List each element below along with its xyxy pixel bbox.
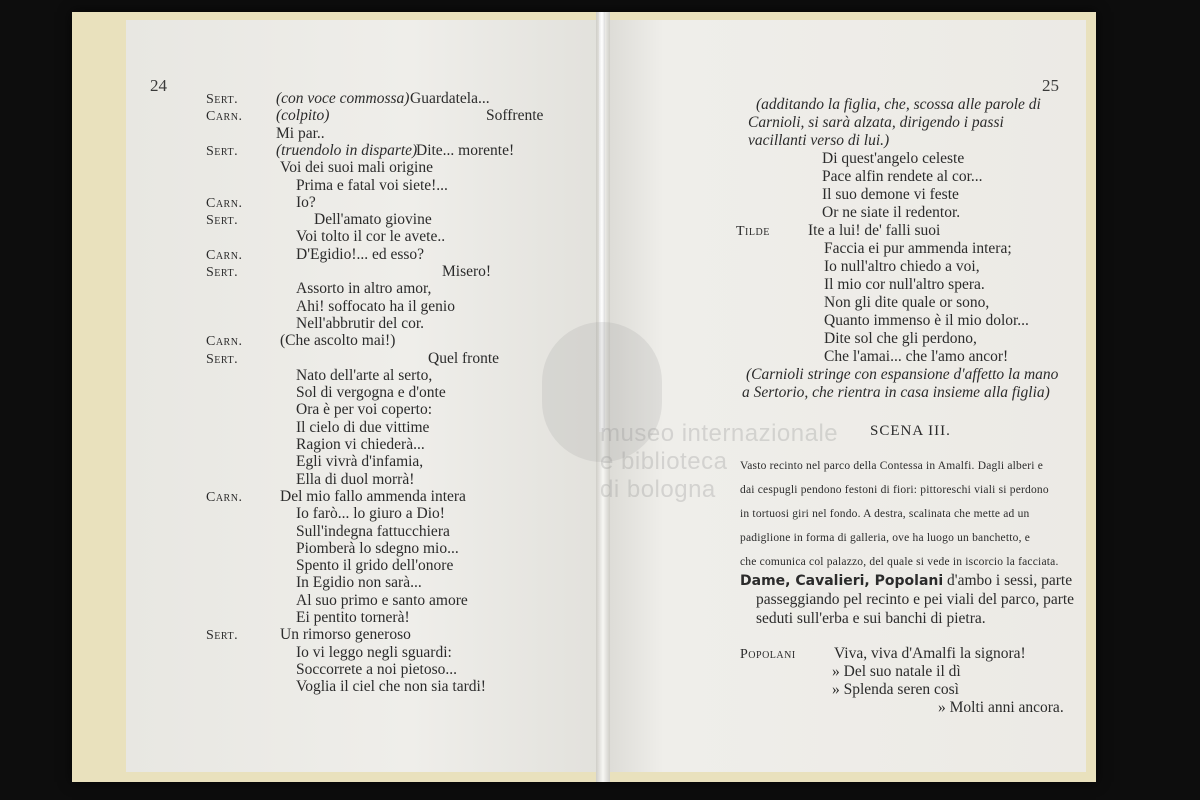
verse-line: Viva, viva d'Amalfi la signora! xyxy=(834,645,1026,662)
verse-line: Del mio fallo ammenda intera xyxy=(280,487,466,505)
verse-line-continuation: Dite... morente! xyxy=(416,141,515,159)
verse-line: Piomberà lo sdegno mio... xyxy=(296,539,459,557)
page-number-right: 25 xyxy=(1042,76,1059,95)
verse-line-continuation: Soffrente xyxy=(486,107,544,125)
verse-line: Mi par.. xyxy=(276,124,325,142)
speaker-label: Carn. xyxy=(206,195,243,211)
verse-line: Ahi! soffocato ha il genio xyxy=(296,297,455,315)
verse-line: Voi tolto il cor le avete.. xyxy=(296,228,446,246)
speaker-label: Sert. xyxy=(206,265,239,280)
speaker-label: Sert. xyxy=(206,143,239,159)
verse-line: Dell'amato giovine xyxy=(314,211,432,229)
speaker-popolani: Popolani xyxy=(740,647,796,662)
verse-line: Nell'abbrutir del cor. xyxy=(296,314,425,332)
open-book xyxy=(72,12,1096,782)
verse-line: Ragion vi chiederà... xyxy=(296,436,425,453)
speaker-label: Carn. xyxy=(206,109,243,125)
verse-line: D'Egidio!... ed esso? xyxy=(296,245,425,263)
speaker-label: Sert. xyxy=(206,92,239,107)
verse-line: Assorto in altro amor, xyxy=(296,280,432,298)
speaker-label: Sert. xyxy=(206,628,239,644)
speaker-label: Sert. xyxy=(206,213,239,229)
verse-line: Non gli dite quale or sono, xyxy=(824,294,990,311)
verse-line: Quanto immenso è il mio dolor... xyxy=(824,312,1029,329)
speaker-label: Carn. xyxy=(206,247,243,263)
verse-line: Prima e fatal voi siete!... xyxy=(296,176,448,194)
speaker-tilde: Tilde xyxy=(736,224,770,239)
verse-line: Dite sol che gli perdono, xyxy=(824,330,977,347)
characters-line xyxy=(740,572,1072,590)
verse-line: Ora è per voi coperto: xyxy=(296,401,432,419)
speaker-label: Sert. xyxy=(206,351,239,367)
speaker-label: Carn. xyxy=(206,489,243,505)
verse-line: (con voce commossa) xyxy=(276,90,410,107)
characters-line: seduti sull'erba e sui banchi di pietra. xyxy=(756,610,986,627)
scene-description-line: padiglione in forma di galleria, ove ha luogo un banchetto, e xyxy=(740,532,1031,544)
verse-line: Soccorrete a noi pietoso... xyxy=(296,660,457,678)
verse-line: Io null'altro chiedo a voi, xyxy=(824,258,980,275)
watermark-line: museo internazionale xyxy=(600,420,839,447)
verse-line: Che l'amai... che l'amo ancor! xyxy=(824,348,1009,365)
verse-line: Pace alfin rendete al cor... xyxy=(822,168,983,185)
verse-line: Egli vivrà d'infamia, xyxy=(296,453,424,471)
verse-line: Al suo primo e santo amore xyxy=(296,591,468,609)
characters-line: passeggiando pel recinto e pei viali del parco, parte xyxy=(756,591,1075,608)
watermark-line: di bologna xyxy=(600,476,716,503)
characters-rest: d'ambo i sessi, parte xyxy=(943,572,1073,589)
verse-line: (Che ascolto mai!) xyxy=(280,332,396,350)
scene-description-line: Vasto recinto nel parco della Contessa in Amalfi. Dagli alberi e xyxy=(740,460,1044,472)
verse-line: Io? xyxy=(296,193,316,211)
verse-line: Io farò... lo giuro a Dio! xyxy=(296,505,445,523)
verse-line: Ite a lui! de' falli suoi xyxy=(808,222,941,239)
verse-line: Misero! xyxy=(442,263,492,280)
watermark xyxy=(502,302,839,503)
verse-line: » Del suo natale il dì xyxy=(832,663,961,680)
verse-line: Or ne siate il redentor. xyxy=(822,204,961,221)
verse-line: Spento il grido dell'onore xyxy=(296,557,454,575)
scene-heading: SCENA III. xyxy=(870,423,951,439)
stage-direction-line: vacillanti verso di lui.) xyxy=(748,132,890,149)
verse-line: Sull'indegna fattucchiera xyxy=(296,522,450,540)
verse-line: » Molti anni ancora. xyxy=(938,699,1064,716)
verse-line: Nato dell'arte al serto, xyxy=(296,366,433,384)
verse-line: Ella di duol morrà! xyxy=(296,470,415,488)
scene-description-line: che comunica col palazzo, del quale si vede in iscorcio la facciata. xyxy=(740,556,1059,568)
watermark-line: e biblioteca xyxy=(600,448,728,475)
characters-bold: Dame, Cavalieri, Popolani xyxy=(740,573,944,589)
verse-line-continuation: Guardatela... xyxy=(410,90,490,107)
stage-direction-line: a Sertorio, che rientra in casa insieme alla figlia) xyxy=(742,384,1050,401)
verse-line: » Splenda seren così xyxy=(832,681,959,698)
stage-direction-line: Carnioli, si sarà alzata, dirigendo i passi xyxy=(748,114,1004,131)
verse-line: Di quest'angelo celeste xyxy=(822,150,965,167)
verse-line: Io vi leggo negli sguardi: xyxy=(296,643,452,661)
verse-line: Il cielo di due vittime xyxy=(296,418,430,436)
verse-line: Voglia il ciel che non sia tardi! xyxy=(296,678,486,696)
verse-line: Quel fronte xyxy=(428,349,500,367)
verse-line: In Egidio non sarà... xyxy=(296,574,422,592)
verse-line: Sol di vergogna e d'onte xyxy=(296,384,446,402)
page-number-left: 24 xyxy=(150,76,167,95)
verse-line: Voi dei suoi mali origine xyxy=(280,159,433,177)
verse-line: (truendolo in disparte) xyxy=(276,141,418,159)
verse-line: Il suo demone vi feste xyxy=(822,186,959,203)
scene-description-line: dai cespugli pendono festoni di fiori: pittoreschi viali si perdono xyxy=(740,484,1049,496)
stage-direction-line: (additando la figlia, che, scossa alle parole di xyxy=(756,96,1041,113)
verse-line: Faccia ei pur ammenda intera; xyxy=(824,240,1012,257)
verse-line: Il mio cor null'altro spera. xyxy=(824,276,985,293)
speaker-label: Carn. xyxy=(206,334,243,350)
scene-description-line: in tortuosi giri nel fondo. A destra, scalinata che mette ad un xyxy=(740,508,1030,520)
verse-line: (colpito) xyxy=(276,107,330,125)
stage-direction-line: (Carnioli stringe con espansione d'affetto la mano xyxy=(746,366,1059,383)
verse-line: Un rimorso generoso xyxy=(280,626,411,644)
verse-line: Ei pentito tornerà! xyxy=(296,609,410,626)
